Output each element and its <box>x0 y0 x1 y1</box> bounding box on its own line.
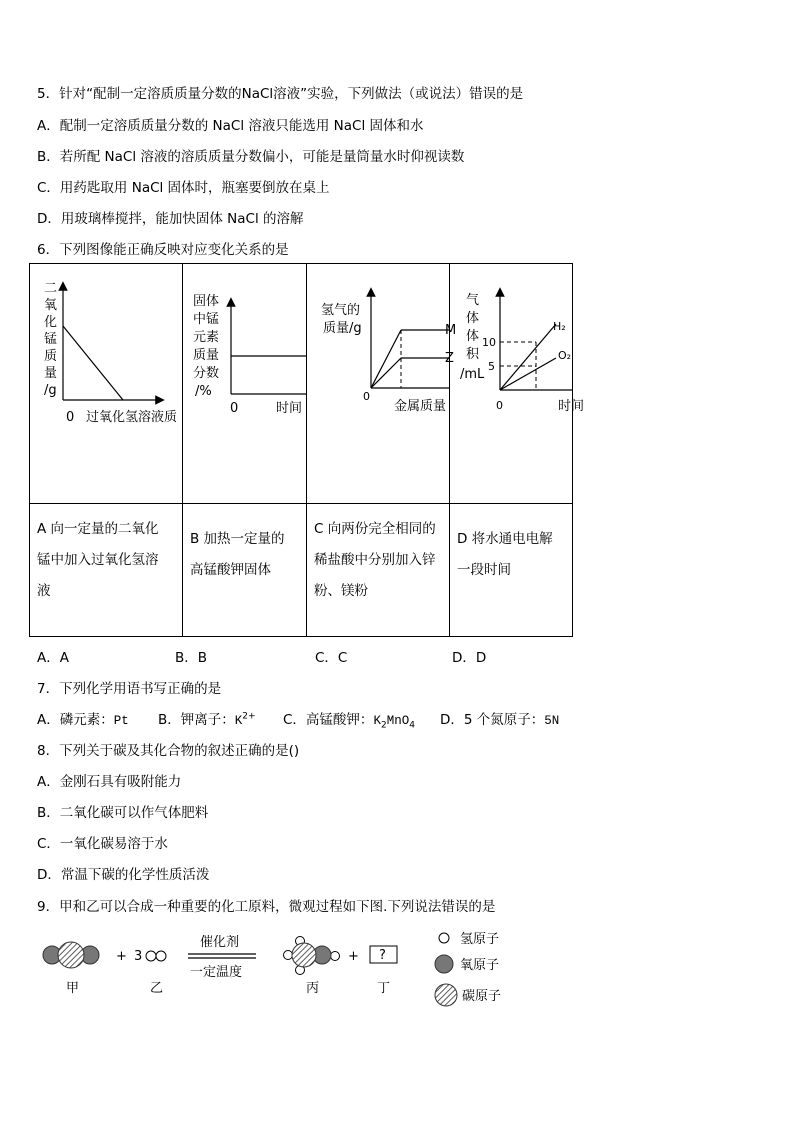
molecule-bing <box>284 937 340 975</box>
graph-c-xlabel: 金属质量 <box>394 399 447 414</box>
caption-c: C 向两份完全相同的 稀盐酸中分别加入锌 粉、镁粉 <box>314 521 436 599</box>
graph-c-ylabel-1: 质量/g <box>323 321 362 336</box>
graph-b-xlabel: 时间 <box>276 401 303 416</box>
q9-reaction-diagram <box>30 922 570 1014</box>
caption-a: A 向一定量的二氧化 锰中加入过氧化氢溶 液 <box>37 521 159 599</box>
graph-a-line <box>63 326 123 400</box>
graph-d-tick-10: 10 <box>482 336 496 349</box>
legend-h-icon <box>439 933 449 943</box>
graph-d-ylabel-4: /mL <box>460 367 485 382</box>
graph-b-ylabel-3: 质量 <box>193 348 220 363</box>
graph-c-line-zn <box>371 358 401 388</box>
q7-option-b: B．钾离子：$K^{2+}$ <box>158 711 256 728</box>
molecule-yi <box>146 951 166 961</box>
graph-a-ylabel-5: 量 <box>44 366 58 381</box>
graph-d-line-h2 <box>500 324 556 390</box>
caption-d: D 将水通电电解 一段时间 <box>457 531 553 578</box>
legend-h: 氢原子 <box>460 932 500 947</box>
graph-c-mark-mid: Z <box>445 351 454 366</box>
q5-stem: 5．针对“配制一定溶质质量分数的NaCl溶液”实验，下列做法（或说法）错误的是 <box>37 86 524 102</box>
graph-d-label-o2: O₂ <box>558 349 572 362</box>
q7-option-a: A．磷元素：Pt <box>37 712 129 728</box>
q9-coef: 3 <box>134 949 143 964</box>
graph-a-xlabel: 过氧化氢溶液质 <box>86 410 178 425</box>
q6-option-a: A．A <box>37 650 69 666</box>
graph-a-ylabel-6: /g <box>44 383 57 398</box>
q7-option-d: D．5 个氮原子：5N <box>440 712 560 728</box>
q8-stem: 8．下列关于碳及其化合物的叙述正确的是() <box>37 743 300 759</box>
q7-stem: 7．下列化学用语书写正确的是 <box>37 681 222 697</box>
q5-option-b: B．若所配 NaCl 溶液的溶质质量分数偏小，可能是量筒量水时仰视读数 <box>37 149 465 165</box>
graph-b <box>183 264 306 503</box>
graph-c-origin: 0 <box>363 390 370 403</box>
q9-plus-2: + <box>348 949 359 964</box>
q6-table <box>29 263 585 637</box>
q6-stem: 6．下列图像能正确反映对应变化关系的是 <box>37 242 289 258</box>
graph-b-ylabel-1: 中锰 <box>193 312 220 327</box>
graph-c-ylabel-0: 氢气的 <box>321 303 361 318</box>
legend-c: 碳原子 <box>462 989 502 1004</box>
graph-d-ylabel-0: 气 <box>466 293 480 308</box>
molecule-jia <box>43 942 99 968</box>
legend-c-icon <box>435 984 457 1006</box>
graph-a-ylabel-3: 锰 <box>44 332 58 347</box>
graph-a-ylabel-1: 氧 <box>44 298 58 313</box>
graph-a-ylabel-0: 二 <box>44 281 58 296</box>
graph-a <box>30 264 182 503</box>
q9-catalyst: 催化剂 <box>200 935 240 950</box>
q9-label-ding: 丁 <box>377 981 391 996</box>
graph-d-ylabel-2: 体 <box>466 329 480 344</box>
graph-d-ylabel-3: 积 <box>466 347 480 362</box>
q8-option-a: A．金刚石具有吸附能力 <box>37 774 182 790</box>
q5-option-c: C．用药匙取用 NaCl 固体时，瓶塞要倒放在桌上 <box>37 180 330 196</box>
q9-stem: 9．甲和乙可以合成一种重要的化工原料，微观过程如下图.下列说法错误的是 <box>37 899 496 915</box>
q6-option-b: B．B <box>175 650 208 666</box>
q8-option-c: C．一氧化碳易溶于水 <box>37 836 168 852</box>
graph-b-ylabel-0: 固体 <box>193 294 220 309</box>
q5-option-a: A．配制一定溶质质量分数的 NaCl 溶液只能选用 NaCl 固体和水 <box>37 118 424 134</box>
graph-d-tick-5: 5 <box>488 360 495 373</box>
graph-d-label-h2: H₂ <box>553 320 566 333</box>
graph-d-xlabel: 时间 <box>558 399 585 414</box>
legend-o: 氧原子 <box>460 958 500 973</box>
q9-label-jia: 甲 <box>66 981 80 996</box>
graph-a-origin: 0 <box>66 410 75 425</box>
graph-d-origin: 0 <box>496 399 503 412</box>
q5-option-d: D．用玻璃棒搅拌，能加快固体 NaCl 的溶解 <box>37 211 304 227</box>
graph-b-origin: 0 <box>230 401 239 416</box>
graph-c <box>307 264 457 503</box>
graph-d-ylabel-1: 体 <box>466 311 480 326</box>
graph-d <box>450 264 585 503</box>
q9-label-bing: 丙 <box>306 981 320 996</box>
q8-option-b: B．二氧化碳可以作气体肥料 <box>37 805 209 821</box>
graph-d-line-o2 <box>500 358 556 390</box>
graph-a-ylabel-4: 质 <box>44 349 58 364</box>
graph-b-ylabel-4: 分数 <box>193 366 220 381</box>
q6-option-d: D．D <box>452 650 487 666</box>
q6-option-c: C．C <box>315 650 348 666</box>
legend-o-icon <box>435 955 453 973</box>
q8-option-d: D．常温下碳的化学性质活泼 <box>37 867 210 883</box>
graph-c-mark-top: M <box>445 323 457 338</box>
q7-option-c: C．高锰酸钾：$K_2MnO_4$ <box>283 712 415 731</box>
q9-label-yi: 乙 <box>150 981 164 996</box>
caption-b: B 加热一定量的 高锰酸钾固体 <box>190 531 285 578</box>
q9-plus-1: + <box>116 949 127 964</box>
q9-unknown: ? <box>379 948 386 963</box>
graph-a-ylabel-2: 化 <box>44 315 58 330</box>
q9-condition: 一定温度 <box>190 965 243 980</box>
graph-b-ylabel-5: /% <box>195 384 212 399</box>
graph-c-line-mg <box>371 330 401 388</box>
q7-options <box>37 708 577 731</box>
q6-options <box>37 646 637 666</box>
graph-b-ylabel-2: 元素 <box>193 330 220 345</box>
